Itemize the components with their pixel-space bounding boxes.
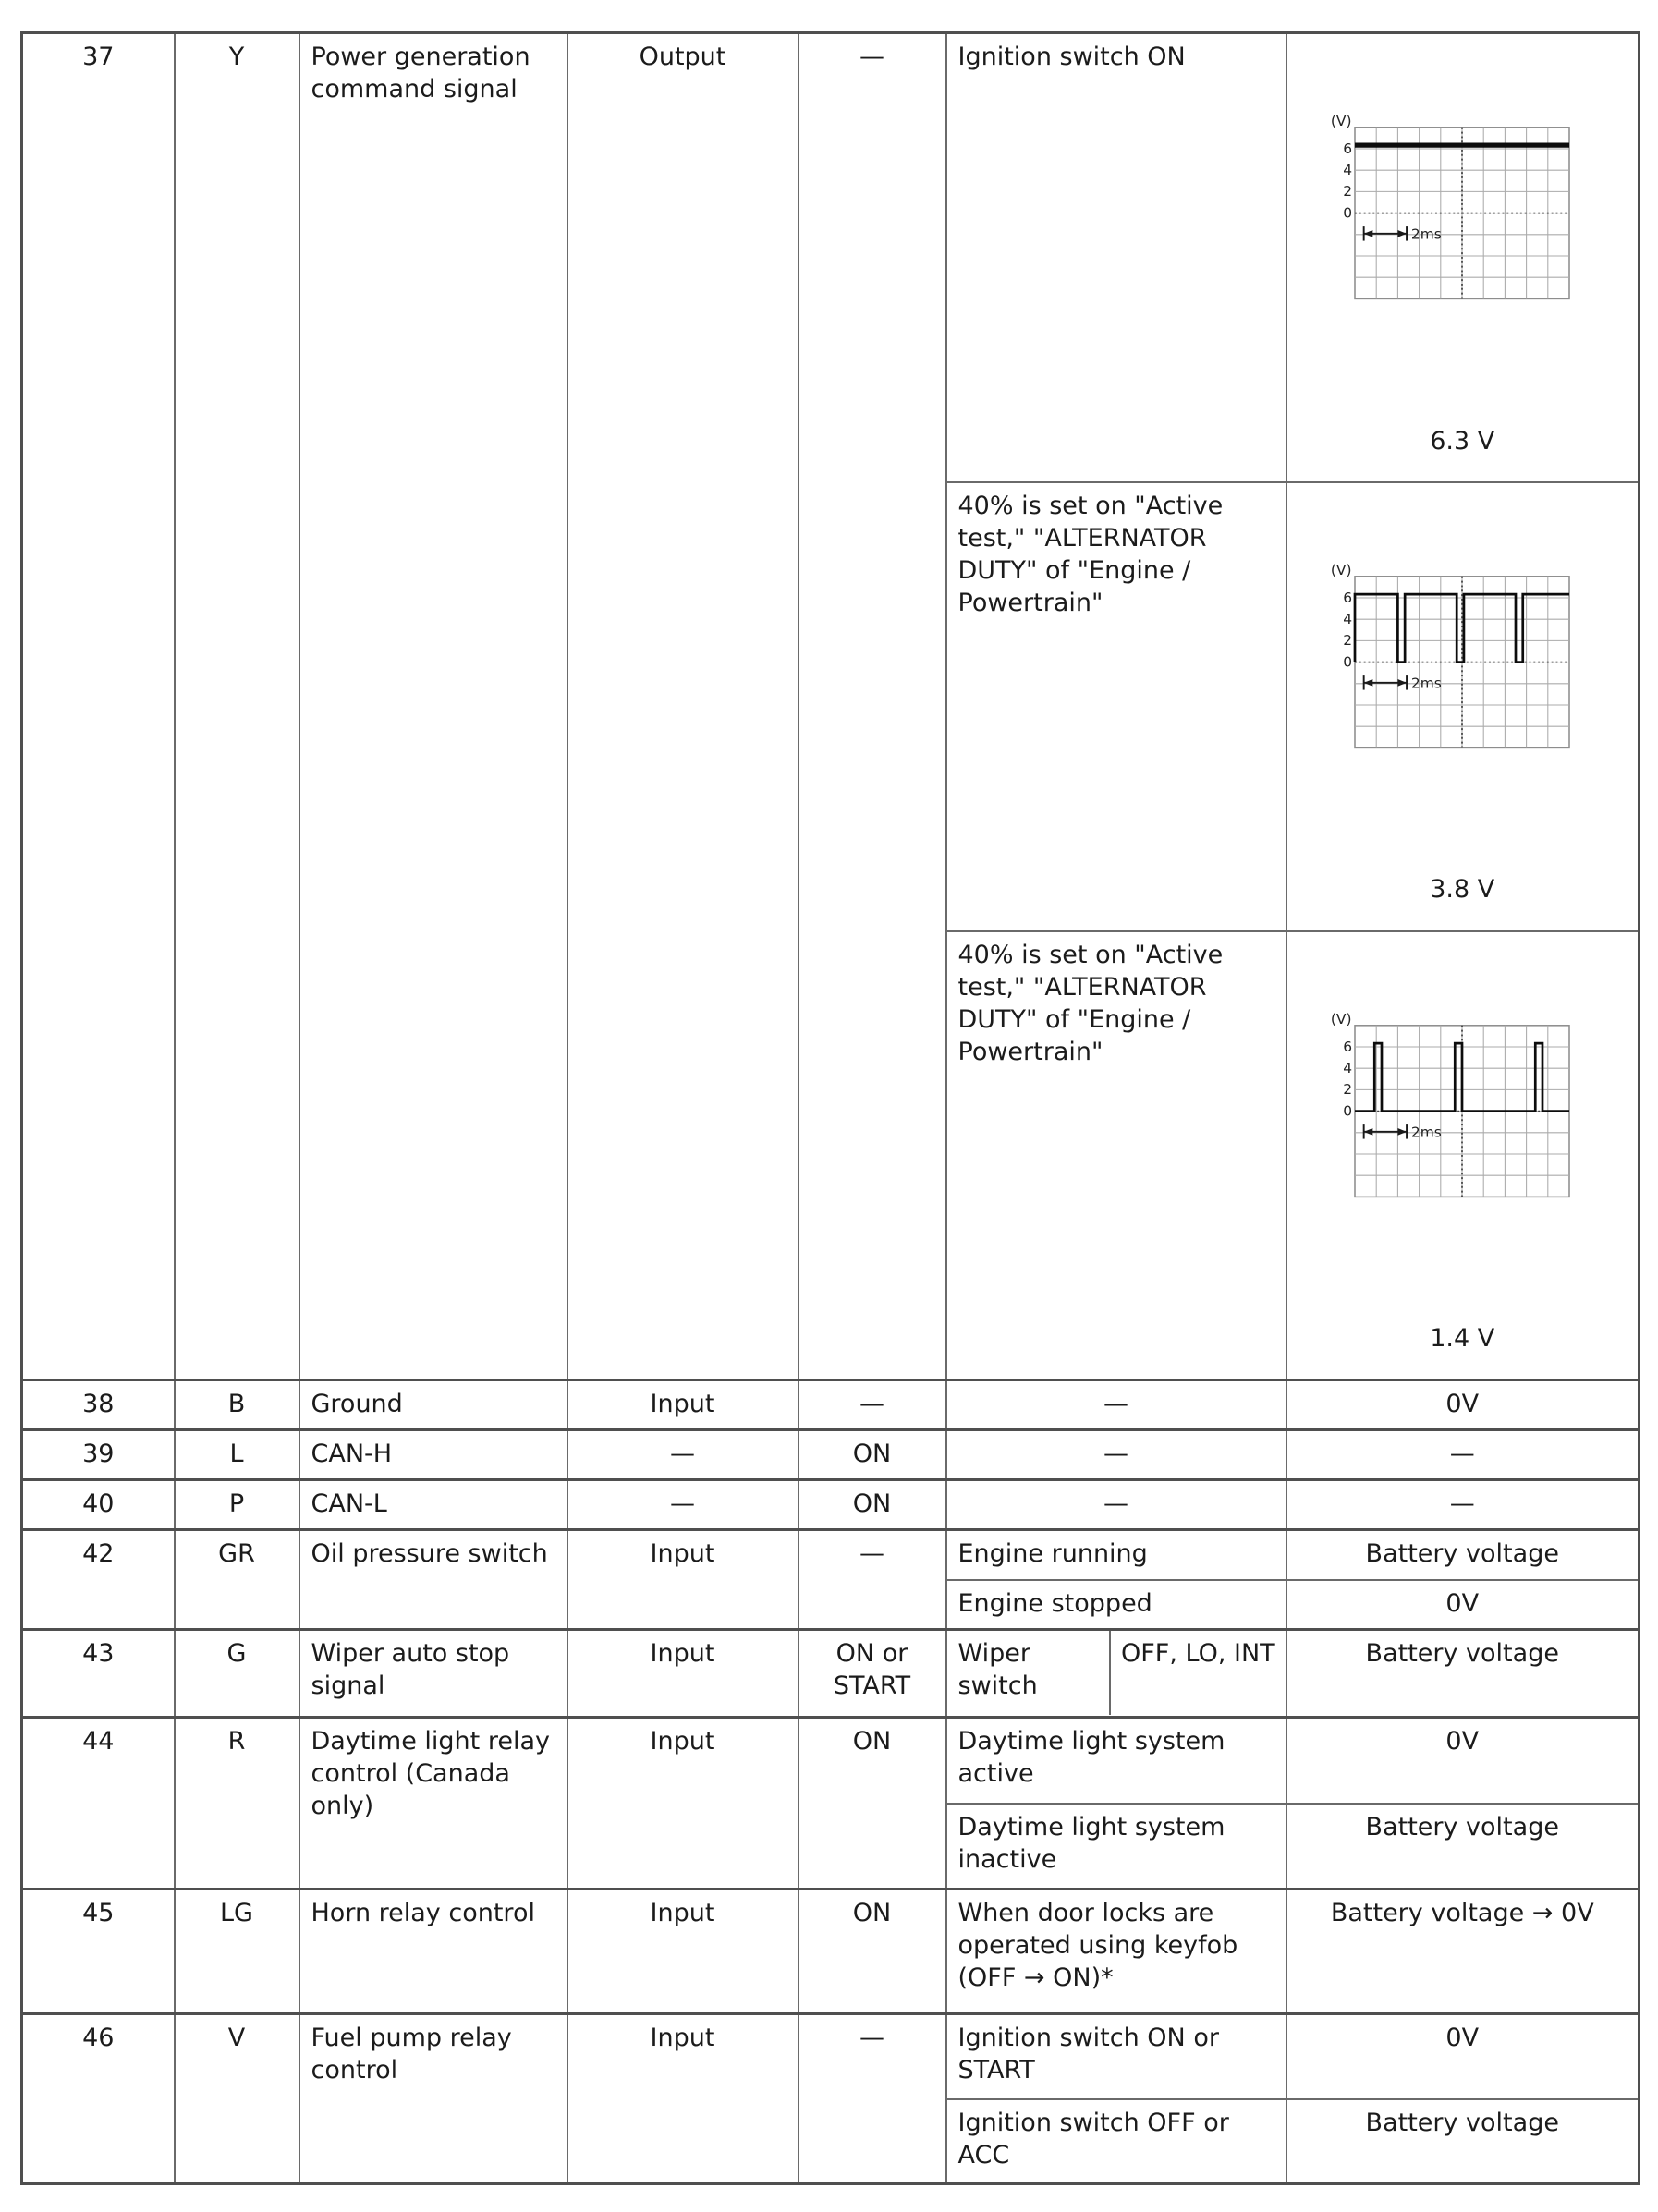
terminal-cell: 44: [22, 1718, 175, 1890]
signal-name-cell: Power generation command signal: [299, 33, 567, 1380]
scope-tick-0: 0: [1343, 652, 1353, 670]
table-row: [22, 1630, 1640, 1718]
value-cell: [1286, 33, 1640, 482]
condition-switch-label: Wiper switch: [957, 1639, 1038, 1701]
ignition-cell: ON: [799, 1890, 946, 2014]
signal-name-cell: Daytime light relay control (Canada only): [299, 1718, 567, 1890]
signal-name-cell: CAN-H: [299, 1430, 567, 1480]
io-cell: Output: [567, 33, 799, 1380]
io-cell: Input: [567, 1890, 799, 2014]
table-row: [22, 33, 1640, 482]
condition-cell: Daytime light system active: [946, 1718, 1286, 1804]
oscilloscope-low-duty-waveform: [1328, 1012, 1596, 1243]
condition-switch-positions: OFF, LO, INT: [1109, 1631, 1285, 1715]
value-cell: 0V: [1286, 2014, 1640, 2099]
value-cell: Battery voltage: [1286, 1630, 1640, 1718]
condition-cell: —: [946, 1380, 1286, 1430]
ignition-cell: —: [799, 1530, 946, 1630]
value-cell: Battery voltage: [1286, 1804, 1640, 1890]
scope-unit-label: (V): [1331, 114, 1352, 129]
oscilloscope-figure: [1287, 483, 1639, 918]
scope-tick-0: 0: [1343, 1101, 1353, 1119]
io-cell: Input: [567, 1380, 799, 1430]
value-cell: Battery voltage: [1286, 1530, 1640, 1580]
table-row: [22, 1530, 1640, 1580]
ignition-cell: ON or START: [799, 1630, 946, 1718]
scope-tick-6: 6: [1343, 140, 1353, 157]
scope-tick-2: 2: [1343, 183, 1353, 201]
ignition-cell: ON: [799, 1430, 946, 1480]
voltage-value: 3.8 V: [1430, 875, 1495, 905]
time-scale-marker: [1364, 675, 1407, 689]
terminal-cell: 46: [22, 2014, 175, 2184]
condition-cell: Ignition switch ON: [946, 33, 1286, 482]
condition-cell: Engine stopped: [946, 1580, 1286, 1630]
value-cell: 0V: [1286, 1580, 1640, 1630]
scope-tick-4: 4: [1343, 162, 1353, 179]
terminal-cell: 37: [22, 33, 175, 1380]
ignition-cell: ON: [799, 1718, 946, 1890]
condition-cell: —: [946, 1480, 1286, 1530]
scope-tick-2: 2: [1343, 631, 1353, 649]
table-row: [22, 2014, 1640, 2099]
value-cell: Battery voltage → 0V: [1286, 1890, 1640, 2014]
wire-color-cell: L: [175, 1430, 299, 1480]
oscilloscope-high-duty-waveform: [1328, 563, 1596, 794]
wire-color-cell: V: [175, 2014, 299, 2184]
terminal-cell: 39: [22, 1430, 175, 1480]
terminal-cell: 42: [22, 1530, 175, 1630]
table-row: [22, 1430, 1640, 1480]
wire-color-cell: Y: [175, 33, 299, 1380]
scope-tick-6: 6: [1343, 589, 1353, 606]
io-cell: Input: [567, 2014, 799, 2184]
terminal-cell: 43: [22, 1630, 175, 1718]
oscilloscope-flat-waveform: [1328, 114, 1596, 345]
oscilloscope-figure: [1287, 34, 1639, 468]
value-cell: [1286, 931, 1640, 1380]
waveform-trace: [1355, 1043, 1569, 1111]
value-cell: Battery voltage: [1286, 2099, 1640, 2184]
wire-color-cell: LG: [175, 1890, 299, 2014]
condition-cell: —: [946, 1430, 1286, 1480]
table-row: [22, 1480, 1640, 1530]
ignition-cell: —: [799, 33, 946, 1380]
value-cell: 0V: [1286, 1718, 1640, 1804]
signal-name-cell: Fuel pump relay control: [299, 2014, 567, 2184]
signal-name-cell: Horn relay control: [299, 1890, 567, 2014]
scope-unit-label: (V): [1331, 562, 1352, 578]
terminal-cell: 40: [22, 1480, 175, 1530]
signal-name-cell: CAN-L: [299, 1480, 567, 1530]
value-cell: [1286, 482, 1640, 931]
table-row: [22, 1718, 1640, 1804]
voltage-value: 6.3 V: [1430, 426, 1495, 456]
io-cell: Input: [567, 1530, 799, 1630]
io-cell: —: [567, 1480, 799, 1530]
wire-color-cell: R: [175, 1718, 299, 1890]
table-row: [22, 1890, 1640, 2014]
terminal-signal-table: [20, 31, 1640, 2185]
wire-color-cell: P: [175, 1480, 299, 1530]
time-scale-marker: [1364, 1124, 1407, 1138]
condition-cell: Ignition switch ON or START: [946, 2014, 1286, 2099]
condition-cell: Daytime light system inactive: [946, 1804, 1286, 1890]
wire-color-cell: G: [175, 1630, 299, 1718]
scope-tick-4: 4: [1343, 1059, 1353, 1076]
io-cell: Input: [567, 1718, 799, 1890]
terminal-cell: 38: [22, 1380, 175, 1430]
ignition-cell: —: [799, 2014, 946, 2184]
wire-color-cell: B: [175, 1380, 299, 1430]
signal-name-cell: Oil pressure switch: [299, 1530, 567, 1630]
scope-time-label: 2ms: [1411, 675, 1443, 692]
signal-name-cell: Ground: [299, 1380, 567, 1430]
condition-cell: 40% is set on "Active test," "ALTERNATOR DUTY" of "Engine / Powertrain": [946, 931, 1286, 1380]
scope-time-label: 2ms: [1411, 1124, 1443, 1141]
voltage-value: 1.4 V: [1430, 1324, 1495, 1354]
table-row: [22, 1380, 1640, 1430]
signal-name-cell: Wiper auto stop signal: [299, 1630, 567, 1718]
condition-cell: Ignition switch OFF or ACC: [946, 2099, 1286, 2184]
io-cell: —: [567, 1430, 799, 1480]
scope-tick-4: 4: [1343, 610, 1353, 627]
scope-unit-label: (V): [1331, 1011, 1352, 1027]
condition-cell: 40% is set on "Active test," "ALTERNATOR DUTY" of "Engine / Powertrain": [946, 482, 1286, 931]
condition-cell: When door locks are operated using keyfob (OFF → ON)*: [946, 1890, 1286, 2014]
condition-split: [947, 1631, 1286, 1715]
value-cell: 0V: [1286, 1380, 1640, 1430]
condition-cell: [946, 1630, 1286, 1718]
scope-time-label: 2ms: [1411, 225, 1443, 243]
io-cell: Input: [567, 1630, 799, 1718]
ignition-cell: —: [799, 1380, 946, 1430]
scope-tick-6: 6: [1343, 1038, 1353, 1055]
scope-tick-2: 2: [1343, 1080, 1353, 1098]
oscilloscope-figure: [1287, 932, 1639, 1367]
value-cell: —: [1286, 1480, 1640, 1530]
scope-tick-0: 0: [1343, 204, 1353, 222]
ignition-cell: ON: [799, 1480, 946, 1530]
wire-color-cell: GR: [175, 1530, 299, 1630]
value-cell: —: [1286, 1430, 1640, 1480]
terminal-cell: 45: [22, 1890, 175, 2014]
condition-cell: Engine running: [946, 1530, 1286, 1580]
time-scale-marker: [1364, 226, 1407, 240]
